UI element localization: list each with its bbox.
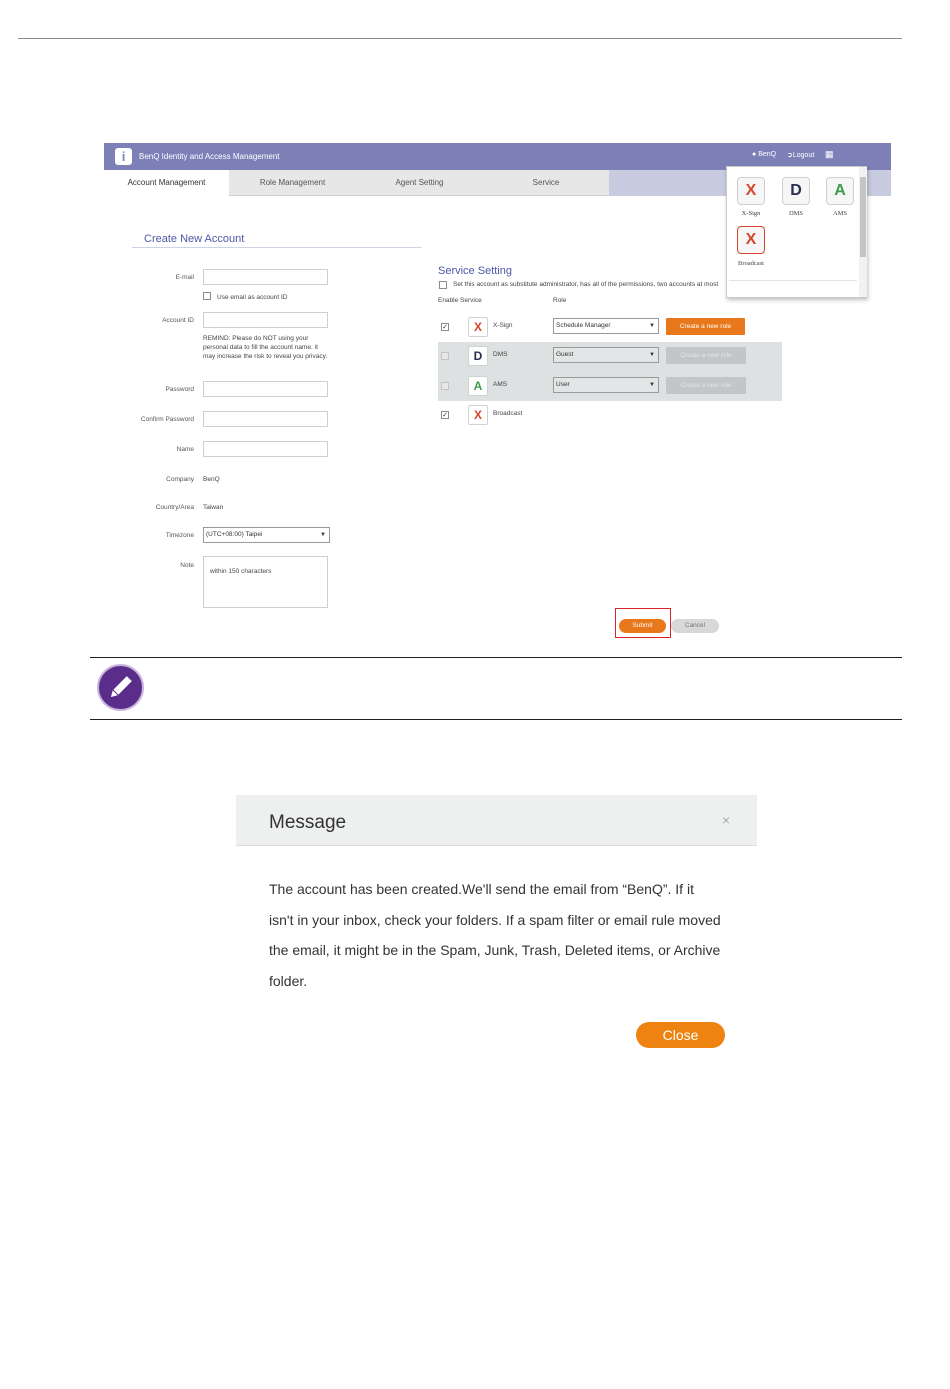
xsign-app-label: X-Sign <box>741 210 761 217</box>
note-placeholder: within 150 characters <box>210 568 272 575</box>
account-id-field[interactable] <box>203 312 328 328</box>
xsign-app-icon[interactable]: X <box>737 177 765 205</box>
app-switcher-popup <box>726 166 867 298</box>
password-label: Password <box>165 386 194 393</box>
dms-role-select[interactable] <box>553 347 659 363</box>
tab-role-management[interactable]: Role Management <box>259 178 326 187</box>
user-icon: ● <box>752 151 757 158</box>
broadcast-label: Broadcast <box>493 410 523 417</box>
ams-label: AMS <box>493 381 508 388</box>
logout-icon: ➲ <box>787 152 793 159</box>
confirm-password-field[interactable] <box>203 411 328 427</box>
dms-icon: D <box>468 346 488 366</box>
dms-app-icon[interactable]: D <box>782 177 810 205</box>
xsign-label: X-Sign <box>493 322 513 329</box>
message-line-1: The account has been created.We'll send the email from “BenQ”. If it <box>269 881 694 897</box>
popup-scrollbar[interactable] <box>859 167 867 297</box>
user-menu[interactable] <box>752 151 776 158</box>
message-line-2: isn't in your inbox, check your folders. If a spam filter or email rule moved <box>269 911 721 928</box>
password-field[interactable] <box>203 381 328 397</box>
message-header <box>236 795 757 846</box>
app-title: BenQ Identity and Access Management <box>139 152 280 161</box>
note-top-rule <box>90 657 902 658</box>
message-line-4: folder. <box>269 972 308 989</box>
message-dialog <box>236 795 757 1060</box>
name-field[interactable] <box>203 441 328 457</box>
dms-checkbox[interactable] <box>441 352 449 360</box>
name-label: Name <box>176 446 194 453</box>
ams-checkbox[interactable] <box>441 382 449 390</box>
broadcast-app-label: Broadcast <box>738 260 764 267</box>
logout-label: Logout <box>792 152 815 159</box>
dropdown-caret-icon: ▼ <box>320 532 326 538</box>
message-body <box>269 874 729 996</box>
company-label: Company <box>166 476 194 483</box>
ams-role-value: User <box>556 381 570 388</box>
page-top-rule <box>18 38 902 39</box>
broadcast-app-icon[interactable]: X <box>737 226 765 254</box>
xsign-create-role-button[interactable]: Create a new role <box>666 318 745 335</box>
xsign-role-value: Schedule Manager <box>556 322 611 329</box>
country-value: Taiwan <box>203 504 224 511</box>
create-account-heading: Create New Account <box>144 233 245 245</box>
create-account-screenshot <box>104 143 891 643</box>
service-setting-heading: Service Setting <box>438 265 512 277</box>
timezone-value: (UTC+08:00) Taipei <box>206 531 263 538</box>
logout-link[interactable] <box>787 151 814 159</box>
enable-service-header: Enable Service <box>438 297 482 304</box>
timezone-label: Timezone <box>165 532 194 539</box>
pencil-icon <box>99 666 142 709</box>
country-label: Country/Area <box>155 504 194 511</box>
user-name: BenQ <box>758 151 777 158</box>
note-badge <box>97 664 144 711</box>
email-field[interactable] <box>203 269 328 285</box>
company-value: BenQ <box>203 476 220 483</box>
timezone-select[interactable] <box>203 527 330 543</box>
cancel-button[interactable]: Cancel <box>671 619 719 633</box>
dms-create-role-button[interactable]: Create a new role <box>666 347 746 364</box>
close-button[interactable]: Close <box>636 1022 725 1048</box>
xsign-icon: X <box>468 317 488 337</box>
tab-agent-setting[interactable]: Agent Setting <box>395 178 444 187</box>
close-icon[interactable]: × <box>722 812 731 828</box>
ams-role-select[interactable] <box>553 377 659 393</box>
heading-divider <box>132 247 422 248</box>
message-title: Message <box>269 812 347 833</box>
dropdown-caret-icon: ▼ <box>649 323 655 329</box>
benq-logo-icon: i <box>115 148 132 165</box>
broadcast-checkbox[interactable]: ✓ <box>442 412 448 419</box>
dms-role-value: Guest <box>556 351 574 358</box>
email-label: E-mail <box>175 274 194 281</box>
ams-icon: A <box>468 376 488 396</box>
xsign-role-select[interactable] <box>553 318 659 334</box>
tab-account-management[interactable]: Account Management <box>104 170 229 197</box>
substitute-admin-text: Set this account as substitute administrator, has all of the permissions, two accounts at most <box>453 281 719 288</box>
use-email-label: Use email as account ID <box>217 294 288 301</box>
message-line-3: the email, it might be in the Spam, Junk, Trash, Deleted items, or Archive <box>269 942 721 958</box>
remind-text: REMIND: Please do NOT using your personal data to fill the account name. it may increase the risk to reveal you privacy. <box>203 335 328 360</box>
substitute-admin-checkbox[interactable] <box>439 281 447 289</box>
dms-label: DMS <box>493 351 508 358</box>
note-label: Note <box>180 562 194 569</box>
note-textarea[interactable] <box>203 556 328 608</box>
ams-create-role-button[interactable]: Create a new role <box>666 377 746 394</box>
submit-button[interactable]: Submit <box>619 619 666 633</box>
scrollbar-thumb[interactable] <box>860 177 866 257</box>
confirm-password-label: Confirm Password <box>140 416 194 423</box>
ams-app-label: AMS <box>832 210 848 217</box>
xsign-checkbox[interactable]: ✓ <box>442 324 448 331</box>
role-header: Role <box>553 297 567 304</box>
ams-app-icon[interactable]: A <box>826 177 854 205</box>
account-id-label: Account ID <box>162 317 194 324</box>
tab-service[interactable]: Service <box>532 178 560 187</box>
app-grid-icon[interactable]: ▦ <box>825 149 834 159</box>
dms-app-label: DMS <box>788 210 804 217</box>
dropdown-caret-icon: ▼ <box>649 382 655 388</box>
popup-divider <box>729 280 857 281</box>
broadcast-icon: X <box>468 405 488 425</box>
use-email-checkbox[interactable] <box>203 292 211 300</box>
dropdown-caret-icon: ▼ <box>649 352 655 358</box>
note-bottom-rule <box>90 719 902 720</box>
